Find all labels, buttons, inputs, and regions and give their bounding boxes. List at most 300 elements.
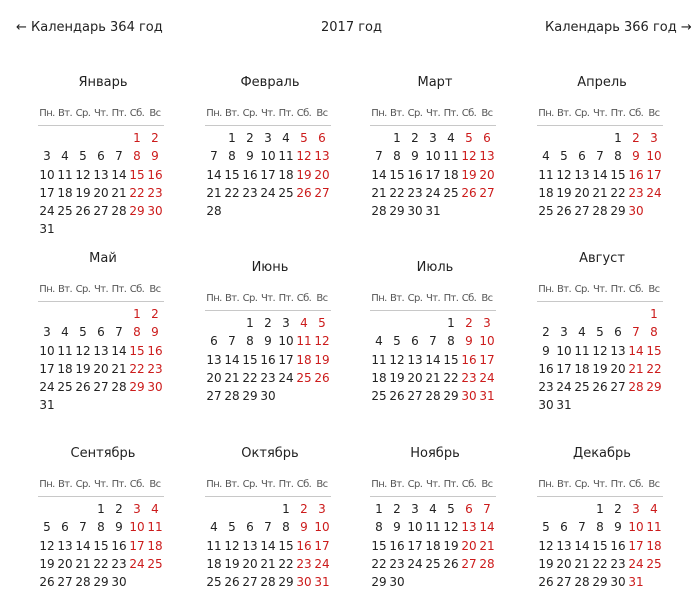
month-6 <box>205 259 335 405</box>
day-cell: 20 <box>93 361 109 376</box>
day-cell: 20 <box>57 556 73 571</box>
weekday-label: Ср. <box>75 284 91 295</box>
day-cell: 3 <box>264 131 272 145</box>
day-cell: 5 <box>447 502 455 516</box>
day-cell: 20 <box>479 167 495 182</box>
day-cell: 10 <box>628 520 644 535</box>
day-cell: 3 <box>411 502 419 516</box>
day-cell: 1 <box>375 502 383 516</box>
day-cell: 4 <box>151 502 159 516</box>
day-cell: 13 <box>93 167 109 182</box>
day-cell: 11 <box>425 520 441 535</box>
day-cell: 25 <box>57 204 73 219</box>
day-cell: 6 <box>614 325 622 340</box>
weekday-label: Вт. <box>57 284 73 295</box>
day-cell: 13 <box>479 149 495 164</box>
weekday-label: Пн. <box>538 284 554 295</box>
day-cell: 2 <box>300 502 308 516</box>
day-cell: 23 <box>389 556 405 571</box>
day-cell: 3 <box>318 502 326 516</box>
day-cell: 30 <box>111 575 127 590</box>
day-cell: 14 <box>592 167 608 182</box>
day-cell: 8 <box>246 334 254 349</box>
day-grid <box>38 500 168 591</box>
weekday-label: Пн. <box>206 108 222 119</box>
day-cell: 24 <box>646 185 662 200</box>
day-cell: 10 <box>479 334 495 349</box>
day-cell: 15 <box>443 352 459 367</box>
day-cell: 28 <box>111 204 127 219</box>
day-cell: 30 <box>147 204 163 219</box>
day-cell: 21 <box>111 361 127 376</box>
day-cell: 28 <box>425 389 441 404</box>
day-cell: 7 <box>596 149 604 164</box>
day-cell: 11 <box>147 520 163 535</box>
day-cell: 30 <box>538 398 554 413</box>
day-cell: 21 <box>260 556 276 571</box>
divider <box>537 125 663 126</box>
day-grid <box>370 500 500 591</box>
day-cell: 2 <box>246 131 254 145</box>
day-cell: 7 <box>375 149 383 164</box>
day-cell: 2 <box>393 502 401 516</box>
day-cell: 4 <box>542 149 550 164</box>
day-cell: 19 <box>389 370 405 385</box>
day-cell: 5 <box>560 149 568 164</box>
month-name: Сентябрь <box>70 446 136 461</box>
day-cell: 4 <box>300 316 308 330</box>
month-name: Февраль <box>240 75 300 90</box>
weekday-label: Вс <box>316 479 328 490</box>
day-cell: 27 <box>461 556 477 571</box>
day-cell: 25 <box>57 380 73 395</box>
day-cell: 2 <box>115 502 123 516</box>
day-cell: 16 <box>389 538 405 553</box>
day-cell: 12 <box>314 334 330 349</box>
day-cell: 3 <box>650 131 658 145</box>
day-cell: 9 <box>393 520 401 535</box>
day-cell: 15 <box>646 343 662 358</box>
day-cell: 31 <box>314 575 330 590</box>
day-cell: 11 <box>57 343 73 358</box>
day-cell: 24 <box>407 556 423 571</box>
weekday-label: Пт. <box>278 293 294 304</box>
day-cell: 27 <box>242 575 258 590</box>
day-cell: 13 <box>314 149 330 164</box>
day-cell: 10 <box>646 149 662 164</box>
day-cell: 7 <box>483 502 491 516</box>
weekday-label: Пт. <box>610 108 626 119</box>
day-cell: 18 <box>147 538 163 553</box>
day-cell: 20 <box>556 556 572 571</box>
day-cell: 11 <box>371 352 387 367</box>
day-cell: 28 <box>592 204 608 219</box>
weekday-label: Пн. <box>39 108 55 119</box>
day-cell: 4 <box>210 520 218 535</box>
weekday-label: Ср. <box>574 108 590 119</box>
day-cell: 11 <box>296 334 312 349</box>
day-cell: 5 <box>393 334 401 349</box>
day-cell: 6 <box>97 149 105 164</box>
day-cell: 17 <box>646 167 662 182</box>
weekday-label: Чт. <box>592 284 608 295</box>
weekday-label: Чт. <box>260 108 276 119</box>
weekday-label: Пн. <box>371 479 387 490</box>
day-cell: 2 <box>151 307 159 321</box>
day-cell: 27 <box>407 389 423 404</box>
day-cell: 1 <box>614 131 622 145</box>
day-cell: 7 <box>264 520 272 535</box>
day-cell: 25 <box>296 370 312 385</box>
day-cell: 5 <box>542 520 550 535</box>
day-cell: 2 <box>542 325 550 340</box>
day-cell: 25 <box>425 556 441 571</box>
day-cell: 19 <box>461 167 477 182</box>
day-cell: 16 <box>260 352 276 367</box>
weekday-label: Ср. <box>242 479 258 490</box>
day-cell: 2 <box>465 316 473 330</box>
day-cell: 21 <box>479 538 495 553</box>
day-cell: 5 <box>43 520 51 535</box>
day-cell: 5 <box>596 325 604 340</box>
next-year-link[interactable]: Календарь 366 год → <box>545 20 692 35</box>
day-cell: 26 <box>461 185 477 200</box>
day-cell: 6 <box>465 502 473 516</box>
weekday-label: Сб. <box>461 293 477 304</box>
day-cell: 26 <box>389 389 405 404</box>
day-cell: 12 <box>75 167 91 182</box>
day-cell: 13 <box>407 352 423 367</box>
day-cell: 27 <box>93 204 109 219</box>
day-cell: 28 <box>479 556 495 571</box>
weekday-label: Сб. <box>296 479 312 490</box>
day-cell: 6 <box>246 520 254 535</box>
weekday-label: Пт. <box>443 108 459 119</box>
day-cell: 1 <box>228 131 236 145</box>
day-cell: 12 <box>592 343 608 358</box>
day-cell: 25 <box>371 389 387 404</box>
day-cell: 19 <box>39 556 55 571</box>
day-cell: 18 <box>574 361 590 376</box>
day-cell: 16 <box>242 167 258 182</box>
weekday-label: Чт. <box>93 284 109 295</box>
day-cell: 14 <box>111 343 127 358</box>
day-cell: 17 <box>39 361 55 376</box>
day-cell: 16 <box>610 538 626 553</box>
day-cell: 24 <box>556 380 572 395</box>
day-cell: 17 <box>39 185 55 200</box>
weekday-label: Вт. <box>389 108 405 119</box>
day-cell: 27 <box>574 204 590 219</box>
day-cell: 6 <box>560 520 568 535</box>
day-cell: 25 <box>538 204 554 219</box>
day-cell: 15 <box>129 343 145 358</box>
weekday-header <box>38 106 168 122</box>
day-cell: 16 <box>147 167 163 182</box>
weekday-label: Ср. <box>574 284 590 295</box>
day-cell: 13 <box>556 538 572 553</box>
day-cell: 14 <box>479 520 495 535</box>
divider <box>205 310 331 311</box>
weekday-label: Пн. <box>371 108 387 119</box>
weekday-label: Вт. <box>224 108 240 119</box>
day-cell: 31 <box>425 204 441 219</box>
weekday-header <box>38 477 168 493</box>
day-cell: 3 <box>133 502 141 516</box>
day-cell: 19 <box>224 556 240 571</box>
day-cell: 27 <box>314 185 330 200</box>
day-cell: 17 <box>314 538 330 553</box>
day-cell: 28 <box>111 380 127 395</box>
weekday-label: Вт. <box>556 479 572 490</box>
day-cell: 29 <box>389 204 405 219</box>
day-cell: 4 <box>375 334 383 349</box>
day-cell: 8 <box>614 149 622 164</box>
day-cell: 20 <box>610 361 626 376</box>
weekday-label: Вс <box>149 284 161 295</box>
day-cell: 31 <box>39 398 55 413</box>
day-cell: 4 <box>447 131 455 145</box>
day-cell: 16 <box>296 538 312 553</box>
day-cell: 16 <box>461 352 477 367</box>
weekday-label: Пт. <box>111 479 127 490</box>
day-cell: 4 <box>578 325 586 340</box>
day-cell: 20 <box>407 370 423 385</box>
day-cell: 27 <box>57 575 73 590</box>
day-grid <box>205 314 335 405</box>
weekday-header <box>205 477 335 493</box>
day-cell: 12 <box>538 538 554 553</box>
day-cell: 10 <box>39 343 55 358</box>
day-cell: 20 <box>206 370 222 385</box>
month-name: Март <box>417 75 453 90</box>
weekday-label: Чт. <box>592 108 608 119</box>
weekday-header <box>38 282 168 298</box>
day-cell: 17 <box>556 361 572 376</box>
day-cell: 26 <box>443 556 459 571</box>
day-cell: 20 <box>242 556 258 571</box>
weekday-label: Сб. <box>296 108 312 119</box>
weekday-label: Вт. <box>224 293 240 304</box>
day-cell: 6 <box>318 131 326 145</box>
day-cell: 28 <box>75 575 91 590</box>
day-cell: 11 <box>206 538 222 553</box>
day-cell: 23 <box>242 185 258 200</box>
weekday-header <box>537 106 667 122</box>
day-cell: 26 <box>75 204 91 219</box>
day-cell: 15 <box>371 538 387 553</box>
day-cell: 17 <box>628 538 644 553</box>
day-cell: 29 <box>592 575 608 590</box>
weekday-label: Вс <box>316 108 328 119</box>
day-cell: 18 <box>646 538 662 553</box>
day-cell: 16 <box>147 343 163 358</box>
day-cell: 8 <box>228 149 236 164</box>
weekday-label: Пн. <box>538 108 554 119</box>
day-cell: 22 <box>278 556 294 571</box>
day-cell: 16 <box>628 167 644 182</box>
weekday-label: Ср. <box>75 479 91 490</box>
day-grid <box>205 500 335 591</box>
day-cell: 26 <box>75 380 91 395</box>
divider <box>370 125 496 126</box>
day-cell: 2 <box>411 131 419 145</box>
day-cell: 10 <box>39 167 55 182</box>
weekday-label: Чт. <box>592 479 608 490</box>
day-cell: 12 <box>556 167 572 182</box>
weekday-label: Вс <box>648 108 660 119</box>
page-title: 2017 год <box>321 20 382 35</box>
day-cell: 15 <box>224 167 240 182</box>
day-cell: 18 <box>57 361 73 376</box>
day-cell: 8 <box>97 520 105 535</box>
day-cell: 8 <box>375 520 383 535</box>
day-cell: 23 <box>610 556 626 571</box>
day-cell: 1 <box>447 316 455 330</box>
weekday-label: Ср. <box>242 108 258 119</box>
divider <box>205 125 331 126</box>
weekday-label: Вт. <box>57 479 73 490</box>
weekday-label: Ср. <box>242 293 258 304</box>
month-name: Январь <box>78 75 128 90</box>
day-cell: 22 <box>371 556 387 571</box>
day-cell: 22 <box>93 556 109 571</box>
day-cell: 2 <box>264 316 272 330</box>
day-cell: 3 <box>560 325 568 340</box>
weekday-label: Сб. <box>129 284 145 295</box>
day-cell: 15 <box>610 167 626 182</box>
day-cell: 12 <box>296 149 312 164</box>
day-cell: 18 <box>443 167 459 182</box>
day-cell: 30 <box>389 575 405 590</box>
month-3 <box>370 74 500 220</box>
day-cell: 23 <box>147 361 163 376</box>
prev-year-link[interactable]: ← Календарь 364 год <box>16 20 163 35</box>
day-cell: 5 <box>228 520 236 535</box>
day-cell: 23 <box>538 380 554 395</box>
day-cell: 4 <box>61 149 69 164</box>
day-cell: 26 <box>314 370 330 385</box>
day-cell: 27 <box>206 389 222 404</box>
day-cell: 29 <box>129 380 145 395</box>
month-1 <box>38 74 168 239</box>
weekday-label: Вс <box>648 479 660 490</box>
day-cell: 18 <box>206 556 222 571</box>
weekday-label: Вс <box>481 293 493 304</box>
day-cell: 19 <box>592 361 608 376</box>
weekday-label: Ср. <box>574 479 590 490</box>
day-cell: 12 <box>75 343 91 358</box>
weekday-label: Пт. <box>610 479 626 490</box>
weekday-label: Сб. <box>628 479 644 490</box>
day-cell: 7 <box>429 334 437 349</box>
day-cell: 29 <box>610 204 626 219</box>
day-grid <box>205 129 335 220</box>
day-cell: 28 <box>628 380 644 395</box>
month-name: Ноябрь <box>410 446 460 461</box>
weekday-header <box>370 106 500 122</box>
day-cell: 26 <box>296 185 312 200</box>
day-cell: 8 <box>650 325 658 340</box>
day-cell: 3 <box>429 131 437 145</box>
day-cell: 12 <box>461 149 477 164</box>
day-cell: 19 <box>556 185 572 200</box>
day-cell: 15 <box>278 538 294 553</box>
day-cell: 11 <box>538 167 554 182</box>
day-cell: 4 <box>61 325 69 340</box>
day-cell: 20 <box>461 538 477 553</box>
weekday-label: Вс <box>149 479 161 490</box>
day-cell: 14 <box>206 167 222 182</box>
day-cell: 24 <box>425 185 441 200</box>
weekday-label: Вт. <box>389 479 405 490</box>
weekday-label: Пт. <box>111 284 127 295</box>
day-cell: 23 <box>260 370 276 385</box>
day-cell: 15 <box>592 538 608 553</box>
day-cell: 9 <box>542 343 550 358</box>
day-cell: 14 <box>371 167 387 182</box>
weekday-label: Чт. <box>93 108 109 119</box>
day-cell: 11 <box>646 520 662 535</box>
day-cell: 14 <box>260 538 276 553</box>
day-cell: 14 <box>425 352 441 367</box>
day-cell: 16 <box>538 361 554 376</box>
day-cell: 13 <box>461 520 477 535</box>
day-grid <box>537 305 667 415</box>
day-cell: 29 <box>242 389 258 404</box>
day-cell: 18 <box>425 538 441 553</box>
day-cell: 18 <box>296 352 312 367</box>
divider <box>38 301 164 302</box>
day-cell: 18 <box>538 185 554 200</box>
day-cell: 26 <box>556 204 572 219</box>
weekday-label: Ср. <box>75 108 91 119</box>
day-cell: 26 <box>592 380 608 395</box>
day-cell: 23 <box>461 370 477 385</box>
weekday-label: Вс <box>149 108 161 119</box>
day-cell: 10 <box>129 520 145 535</box>
day-cell: 28 <box>206 204 222 219</box>
day-cell: 7 <box>79 520 87 535</box>
day-cell: 12 <box>39 538 55 553</box>
day-cell: 9 <box>411 149 419 164</box>
day-cell: 21 <box>111 185 127 200</box>
day-cell: 17 <box>278 352 294 367</box>
month-name: Июнь <box>251 260 289 275</box>
weekday-label: Сб. <box>628 284 644 295</box>
day-cell: 5 <box>79 149 87 164</box>
month-name: Май <box>89 251 117 266</box>
day-cell: 6 <box>483 131 491 145</box>
day-cell: 23 <box>147 185 163 200</box>
day-cell: 19 <box>443 538 459 553</box>
day-cell: 19 <box>538 556 554 571</box>
month-10 <box>205 445 335 591</box>
weekday-label: Пт. <box>610 284 626 295</box>
day-cell: 24 <box>39 380 55 395</box>
day-cell: 21 <box>75 556 91 571</box>
day-cell: 13 <box>206 352 222 367</box>
day-cell: 13 <box>57 538 73 553</box>
day-cell: 5 <box>318 316 326 330</box>
day-cell: 6 <box>210 334 218 349</box>
weekday-label: Чт. <box>260 479 276 490</box>
day-cell: 22 <box>242 370 258 385</box>
day-cell: 22 <box>129 185 145 200</box>
day-cell: 19 <box>75 361 91 376</box>
day-cell: 30 <box>147 380 163 395</box>
day-cell: 17 <box>407 538 423 553</box>
